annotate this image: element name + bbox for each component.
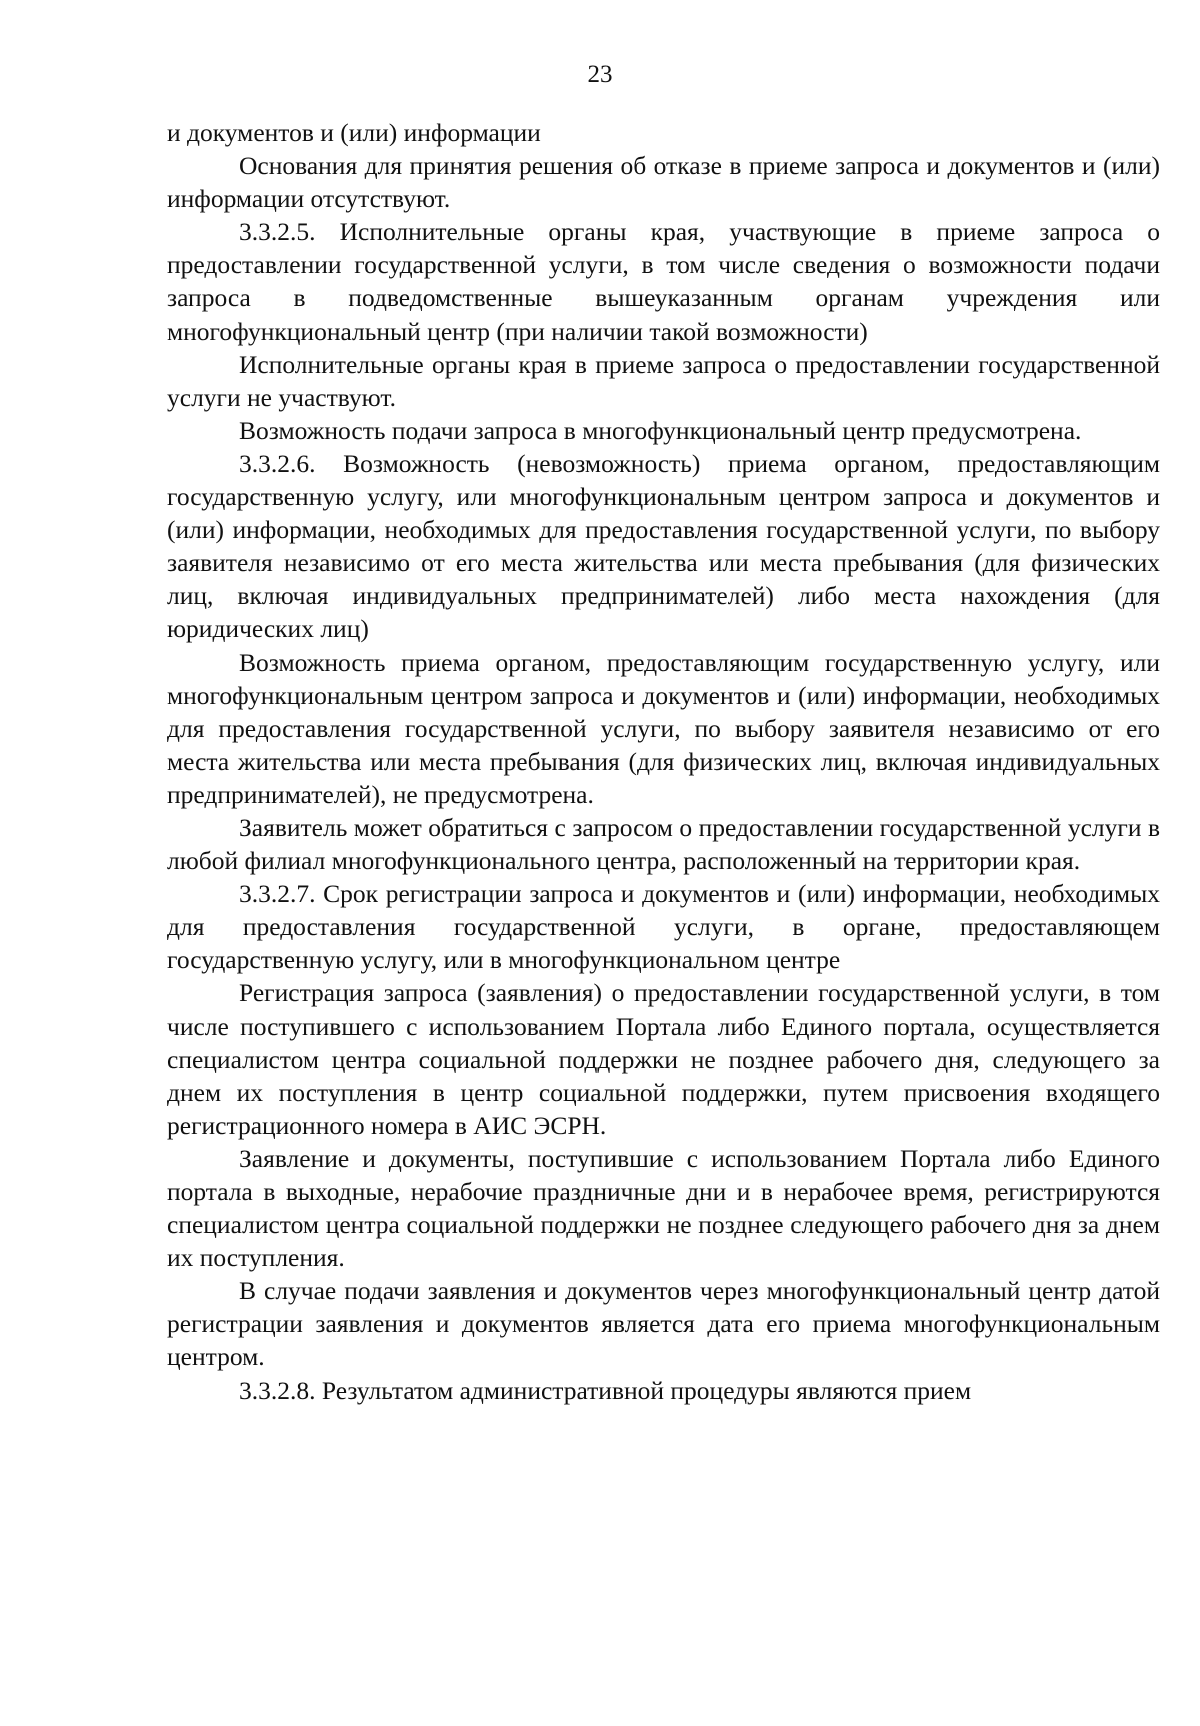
paragraph-refusal-grounds: Основания для принятия решения об отказе в приеме запроса и документов и (или) информации отсутствуют.	[167, 151, 1160, 214]
paragraph-applicant-branch: Заявитель может обратиться с запросом о предоставлении государственной услуги в любой филиал многофункционального центра, расположенный на территории края.	[167, 812, 1160, 876]
paragraph-continuation: и документов и (или) информации	[167, 118, 541, 147]
paragraph-mfc-registration-date: В случае подачи заявления и документов через многофункциональный центр датой регистрации заявления и документов является дата его приема многофункциональным центром.	[167, 1276, 1160, 1372]
paragraph-mfc-possibility: Возможность подачи запроса в многофункциональный центр предусмотрена.	[239, 415, 1082, 445]
section-heading-3-3-2-7: 3.3.2.7. Срок регистрации запроса и документов и (или) информации, необходимых для предоставления государственной услуги, в органе, предоставляющем государственную услугу, или в многофункциональном центре	[167, 879, 1160, 975]
section-heading-3-3-2-8: 3.3.2.8. Результатом административной процедуры являются прием	[239, 1375, 972, 1405]
paragraph-registration: Регистрация запроса (заявления) о предоставлении государственной услуги, в том числе поступившего с использованием Портала либо Единого портала, осуществляется специалистом центра социальной поддержки не позднее рабочего дня, следующего за днем их поступления в центр социальной поддержки, путем присвоения входящего регистрационного номера в АИС ЭСРН.	[167, 978, 1160, 1140]
section-heading-3-3-2-6: 3.3.2.6. Возможность (невозможность) приема органом, предоставляющим государственную услугу, или многофункциональным центром запроса и документов и (или) информации, необходимых для предоставления государственной услуги, по выбору заявителя независимо от его места жительства или места пребывания (для физических лиц, включая индивидуальных предпринимателей) либо места нахождения (для юридических лиц)	[167, 448, 1160, 644]
document-body	[167, 116, 1160, 1407]
section-heading-3-3-2-5: 3.3.2.5. Исполнительные органы края, участвующие в приеме запроса о предоставлении государственной услуги, в том числе сведения о возможности подачи запроса в подведомственные вышеуказанным органам учреждения или многофункциональный центр (при наличии такой возможности)	[167, 217, 1160, 346]
page-number: 23	[587, 61, 613, 88]
paragraph-extraterritorial: Возможность приема органом, предоставляющим государственную услугу, или многофункциональным центром запроса и документов и (или) информации, необходимых для предоставления государственной услуги, по выбору заявителя независимо от его места жительства или места пребывания (для физических лиц, включая индивидуальных предпринимателей), не предусмотрена.	[167, 647, 1160, 809]
paragraph-executive-bodies: Исполнительные органы края в приеме запроса о предоставлении государственной услуги не участвуют.	[167, 349, 1160, 412]
paragraph-weekend-registration: Заявление и документы, поступившие с использованием Портала либо Единого портала в выходные, нерабочие праздничные дни и в нерабочее время, регистрируются специалистом центра социальной поддержки не позднее следующего рабочего дня за днем их поступления.	[167, 1143, 1160, 1273]
